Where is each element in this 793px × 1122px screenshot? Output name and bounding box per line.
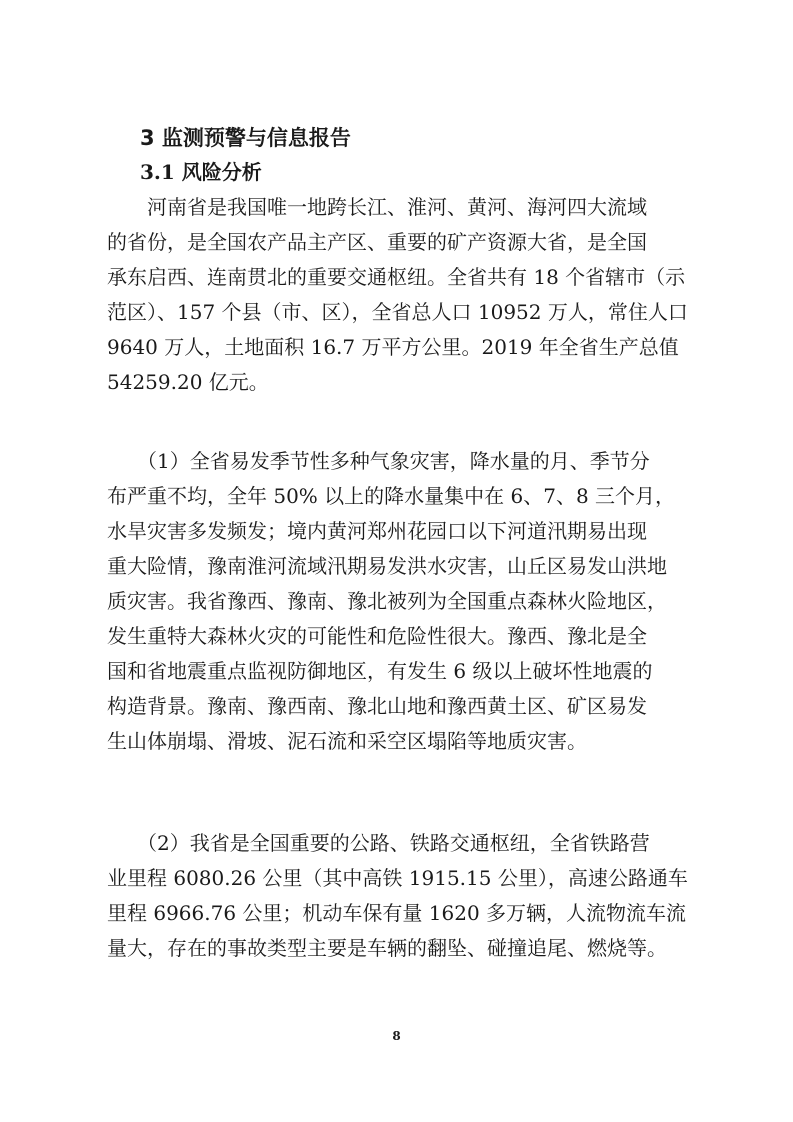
- paragraph-line: （2）我省是全国重要的公路、铁路交通枢纽，全省铁路营: [107, 831, 650, 855]
- section-heading: 3 监测预警与信息报告: [140, 126, 351, 150]
- paragraph-line: 构造背景。豫南、豫西南、豫北山地和豫西黄土区、矿区易发: [107, 694, 647, 718]
- paragraph-line: 54259.20 亿元。: [107, 370, 269, 394]
- paragraph-line: 发生重特大森林火灾的可能性和危险性很大。豫西、豫北是全: [107, 624, 647, 648]
- paragraph-line: 9640 万人，土地面积 16.7 万平方公里。2019 年全省生产总值: [107, 335, 679, 359]
- paragraph-line: 量大，存在的事故类型主要是车辆的翻坠、碰撞追尾、燃烧等。: [107, 936, 667, 960]
- paragraph-transport: [107, 826, 693, 966]
- paragraph-line: 布严重不均，全年 50% 以上的降水量集中在 6、7、8 三个月，: [107, 484, 676, 508]
- paragraph-line: 承东启西、连南贯北的重要交通枢纽。全省共有 18 个省辖市（示: [107, 265, 686, 289]
- paragraph-line: 业里程 6080.26 公里（其中高铁 1915.15 公里），高速公路通车: [107, 866, 688, 890]
- page-number: 8: [392, 1029, 401, 1043]
- paragraph-line: 水旱灾害多发频发；境内黄河郑州花园口以下河道汛期易出现: [107, 519, 647, 543]
- paragraph-line: 河南省是我国唯一地跨长江、淮河、黄河、海河四大流域: [107, 195, 647, 219]
- paragraph-natural-disasters: [107, 444, 693, 759]
- paragraph-line: 重大险情，豫南淮河流域汛期易发洪水灾害，山丘区易发山洪地: [107, 554, 667, 578]
- paragraph-line: 质灾害。我省豫西、豫南、豫北被列为全国重点森林火险地区，: [107, 589, 667, 613]
- paragraph-line: 生山体崩塌、滑坡、泥石流和采空区塌陷等地质灾害。: [107, 729, 587, 753]
- paragraph-line: （1）全省易发季节性多种气象灾害，降水量的月、季节分: [107, 449, 650, 473]
- paragraph-line: 里程 6966.76 公里；机动车保有量 1620 多万辆，人流物流车流: [107, 901, 687, 925]
- paragraph-line: 的省份，是全国农产品主产区、重要的矿产资源大省，是全国: [107, 230, 647, 254]
- paragraph-line: 范区）、157 个县（市、区），全省总人口 10952 万人，常住人口: [107, 300, 688, 324]
- paragraph-line: 国和省地震重点监视防御地区，有发生 6 级以上破坏性地震的: [107, 659, 653, 683]
- paragraph-overview: [107, 190, 693, 400]
- subsection-heading: 3.1 风险分析: [140, 160, 262, 184]
